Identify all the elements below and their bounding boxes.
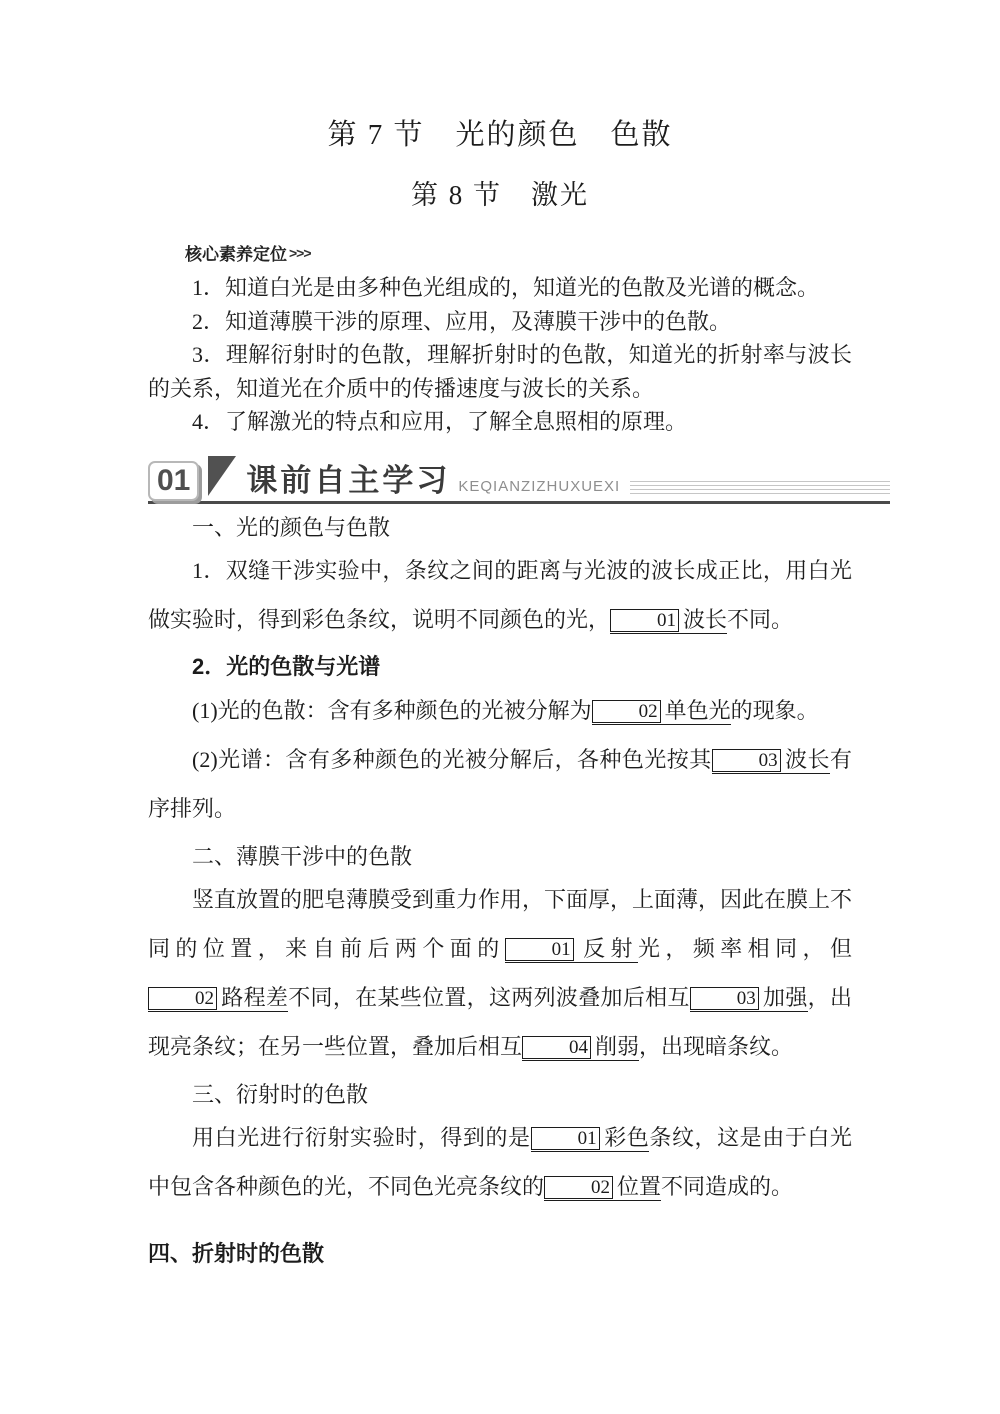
core-label-text: 核心素养定位 bbox=[185, 245, 287, 264]
blank-number: 01 bbox=[610, 609, 679, 632]
content-blocks bbox=[148, 512, 852, 1271]
core-competency-label bbox=[185, 240, 852, 265]
blank-answer: 彩色 bbox=[603, 1124, 650, 1150]
fill-blank bbox=[148, 985, 288, 1012]
banner-title: 课前自主学习 bbox=[246, 463, 451, 498]
objective-item: 3．理解衍射时的色散，理解折射时的色散，知道光的折射率与波长的关系，知道光在介质中的传播速度与波长的关系。 bbox=[148, 342, 852, 401]
chapter-title-line1: 第 7 节 光的颜色 色散 bbox=[327, 119, 673, 151]
fill-blank bbox=[505, 936, 638, 963]
fill-blank bbox=[712, 747, 830, 774]
section-heading: 四、折射时的色散 bbox=[148, 1240, 325, 1266]
fill-blank bbox=[610, 607, 727, 634]
chevrons-icon: >>> bbox=[289, 244, 311, 261]
paragraph: 竖直放置的肥皂薄膜受到重力作用，下面厚，上面薄，因此在膜上不同的位置，来自前后两个面的 01 反射光，频率相同，但02 路程差不同，在某些位置，这两列波叠加后相互 03 加强，出现亮条纹；在另一些位置，叠加后相互 04 削弱，出现暗条纹。 bbox=[148, 886, 853, 1059]
fill-blank bbox=[544, 1174, 661, 1201]
chapter-title-line2: 第 8 节 激光 bbox=[411, 180, 589, 210]
blank-number: 02 bbox=[148, 987, 217, 1010]
objective-item: 4．了解激光的特点和应用，了解全息照相的原理。 bbox=[192, 409, 688, 434]
blank-answer: 反射 bbox=[577, 935, 638, 961]
objective-item: 2．知道薄膜干涉的原理、应用，及薄膜干涉中的色散。 bbox=[192, 308, 732, 334]
section-number-badge: 01 bbox=[148, 461, 199, 501]
paragraph: 1．双缝干涉实验中，条纹之间的距离与光波的波长成正比，用白光做实验时，得到彩色条纹，说明不同颜色的光， 01 波长不同。 bbox=[148, 557, 852, 632]
section-heading: 一、光的颜色与色散 bbox=[192, 514, 391, 540]
blank-answer: 削弱 bbox=[595, 1033, 640, 1059]
triangle-icon bbox=[208, 456, 236, 496]
section-heading: 二、薄膜干涉中的色散 bbox=[192, 843, 413, 869]
blank-number: 02 bbox=[544, 1176, 613, 1199]
paragraph: 用白光进行衍射实验时，得到的是 01 彩色条纹，这是由于白光中包含各种颜色的光，不同色光亮条纹的 02 位置不同造成的。 bbox=[148, 1124, 852, 1199]
blank-number: 02 bbox=[592, 700, 661, 723]
banner-subtitle: KEQIANZIZHUXUEXI bbox=[458, 477, 621, 495]
blank-number: 01 bbox=[505, 938, 574, 961]
fill-blank bbox=[592, 698, 731, 725]
objectives-list bbox=[148, 271, 852, 439]
fill-blank bbox=[522, 1034, 639, 1061]
decor-lines bbox=[630, 481, 890, 501]
blank-number: 03 bbox=[690, 987, 759, 1010]
blank-answer: 加强 bbox=[762, 984, 808, 1010]
fill-blank bbox=[531, 1125, 650, 1152]
paragraph: (1)光的色散：含有多种颜色的光被分解为 02 单色光的现象。 bbox=[192, 697, 819, 723]
blank-answer: 波长 bbox=[683, 606, 728, 632]
blank-number: 03 bbox=[712, 749, 781, 772]
objective-item: 1．知道白光是由多种色光组成的，知道光的色散及光谱的概念。 bbox=[192, 275, 820, 300]
fill-blank bbox=[690, 985, 808, 1012]
paragraph: (2)光谱：含有多种颜色的光被分解后，各种色光按其 03 波长有序排列。 bbox=[148, 746, 852, 821]
section-heading: 2．光的色散与光谱 bbox=[192, 653, 381, 679]
blank-answer: 位置 bbox=[617, 1173, 662, 1199]
blank-answer: 路程差 bbox=[221, 984, 289, 1010]
blank-answer: 波长 bbox=[784, 746, 830, 772]
blank-number: 04 bbox=[522, 1036, 591, 1059]
section-banner bbox=[148, 455, 890, 504]
blank-number: 01 bbox=[531, 1127, 600, 1150]
blank-answer: 单色光 bbox=[664, 697, 731, 723]
section-heading: 三、衍射时的色散 bbox=[192, 1081, 369, 1107]
